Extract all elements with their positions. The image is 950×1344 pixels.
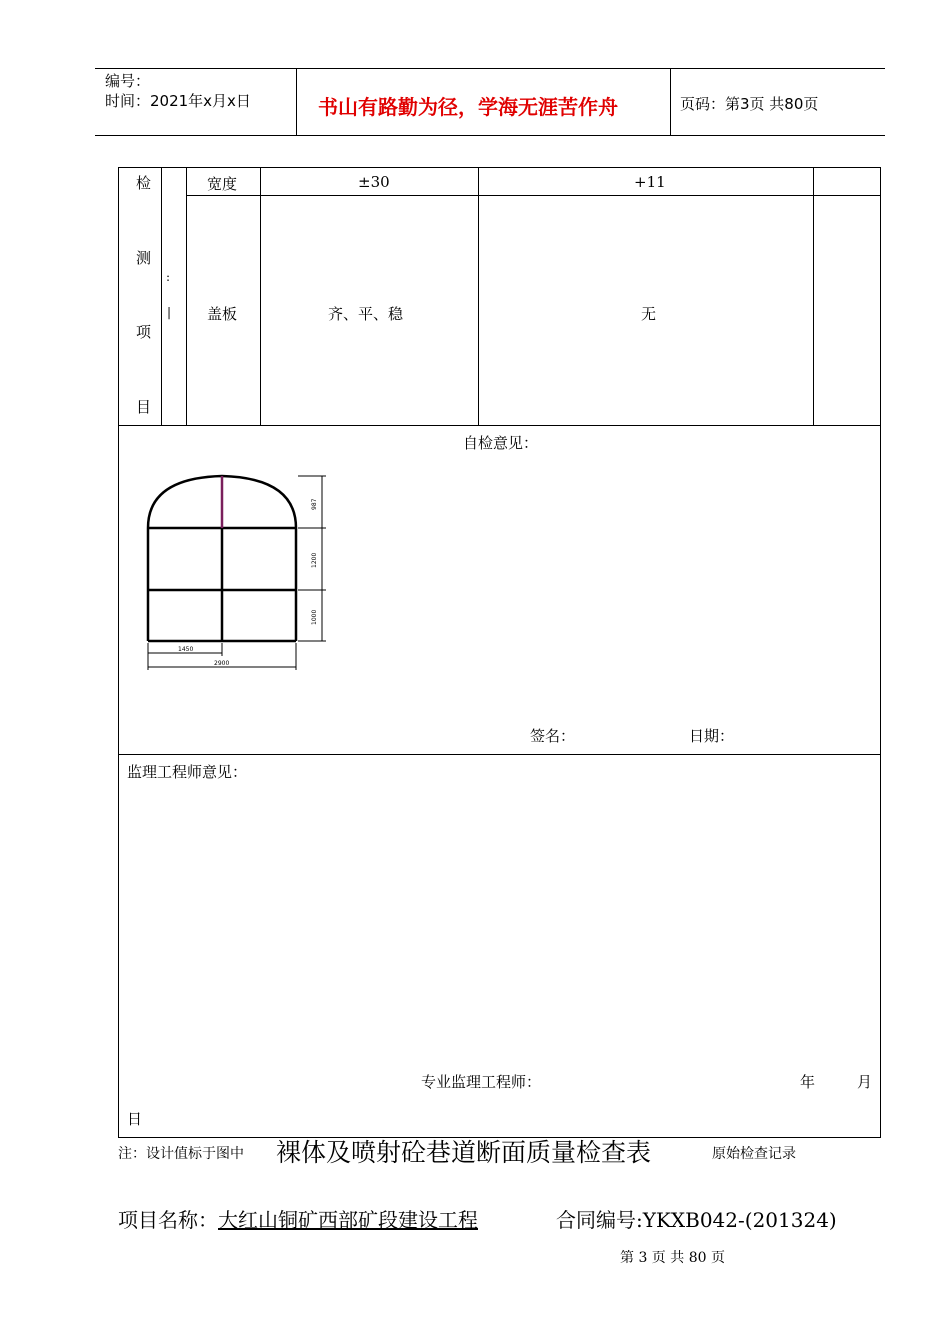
year-label: 年 [800, 1073, 816, 1091]
dim-arch-height: 987 [311, 498, 318, 510]
side-label-char: 检 [136, 174, 152, 192]
header-top-rule [95, 68, 885, 69]
col-divider-4 [478, 167, 479, 425]
serial-label: 编号： [105, 72, 151, 90]
row-measured-cover: 无 [641, 305, 657, 323]
page-footer: 第 3 页 共 80 页 [620, 1250, 725, 1266]
header-divider-1 [296, 68, 297, 136]
page-info: 页码：第3页 共80页 [680, 95, 819, 113]
sign-label: 签名： [530, 727, 576, 745]
time-label: 时间：2021年x月x日 [105, 92, 251, 110]
col-divider-2 [186, 167, 187, 425]
col-divider-1 [161, 167, 162, 425]
row-item-cover: 盖板 [207, 305, 238, 323]
project-name-row [118, 1204, 478, 1233]
row-item-width: 宽度 [207, 175, 238, 193]
side-label-char: 项 [136, 323, 152, 341]
row-divider-2 [118, 425, 881, 426]
narrow-col-mark: | [167, 305, 172, 319]
table-top-border [118, 167, 881, 168]
dim-wall-lower: 1000 [311, 609, 318, 625]
month-label: 月 [857, 1073, 873, 1091]
contract-number: YKXB042-(201324) [642, 1208, 837, 1232]
note-right: 原始检查记录 [712, 1146, 796, 1162]
date-label: 日期： [689, 727, 735, 745]
day-label: 日 [127, 1110, 143, 1128]
dim-half-width: 1450 [178, 646, 194, 653]
supervisor-label: 专业监理工程师： [421, 1073, 542, 1091]
contract-row [556, 1204, 837, 1233]
project-label: 项目名称： [118, 1208, 218, 1232]
contract-label: 合同编号: [556, 1208, 643, 1232]
row-design-cover: 齐、平、稳 [328, 305, 404, 323]
tunnel-cross-section-diagram [140, 470, 340, 675]
row-divider-1 [186, 195, 881, 196]
header-motto: 书山有路勤为径，学海无涯苦作舟 [318, 95, 618, 119]
row-measured-width: +11 [634, 173, 666, 191]
form-title: 裸体及喷射砼巷道断面质量检查表 [276, 1138, 652, 1167]
supervisor-opinion-label: 监理工程师意见： [127, 763, 248, 781]
side-label-char: 目 [136, 398, 152, 416]
row-design-width: ±30 [358, 173, 390, 191]
dim-wall-upper: 1200 [311, 552, 318, 568]
side-label-char: 测 [136, 249, 152, 267]
table-left-border [118, 167, 119, 1138]
narrow-col-mark: : [166, 270, 171, 284]
header-bottom-rule [95, 135, 885, 136]
col-divider-3 [260, 167, 261, 425]
note-left: 注：设计值标于图中 [118, 1146, 244, 1162]
self-check-label: 自检意见： [463, 434, 539, 452]
dim-full-width: 2900 [214, 660, 230, 667]
col-divider-5 [813, 167, 814, 425]
project-name: 大红山铜矿西部矿段建设工程 [218, 1208, 478, 1232]
table-right-border [880, 167, 881, 1138]
row-divider-3 [118, 754, 881, 755]
header-divider-2 [670, 68, 671, 136]
